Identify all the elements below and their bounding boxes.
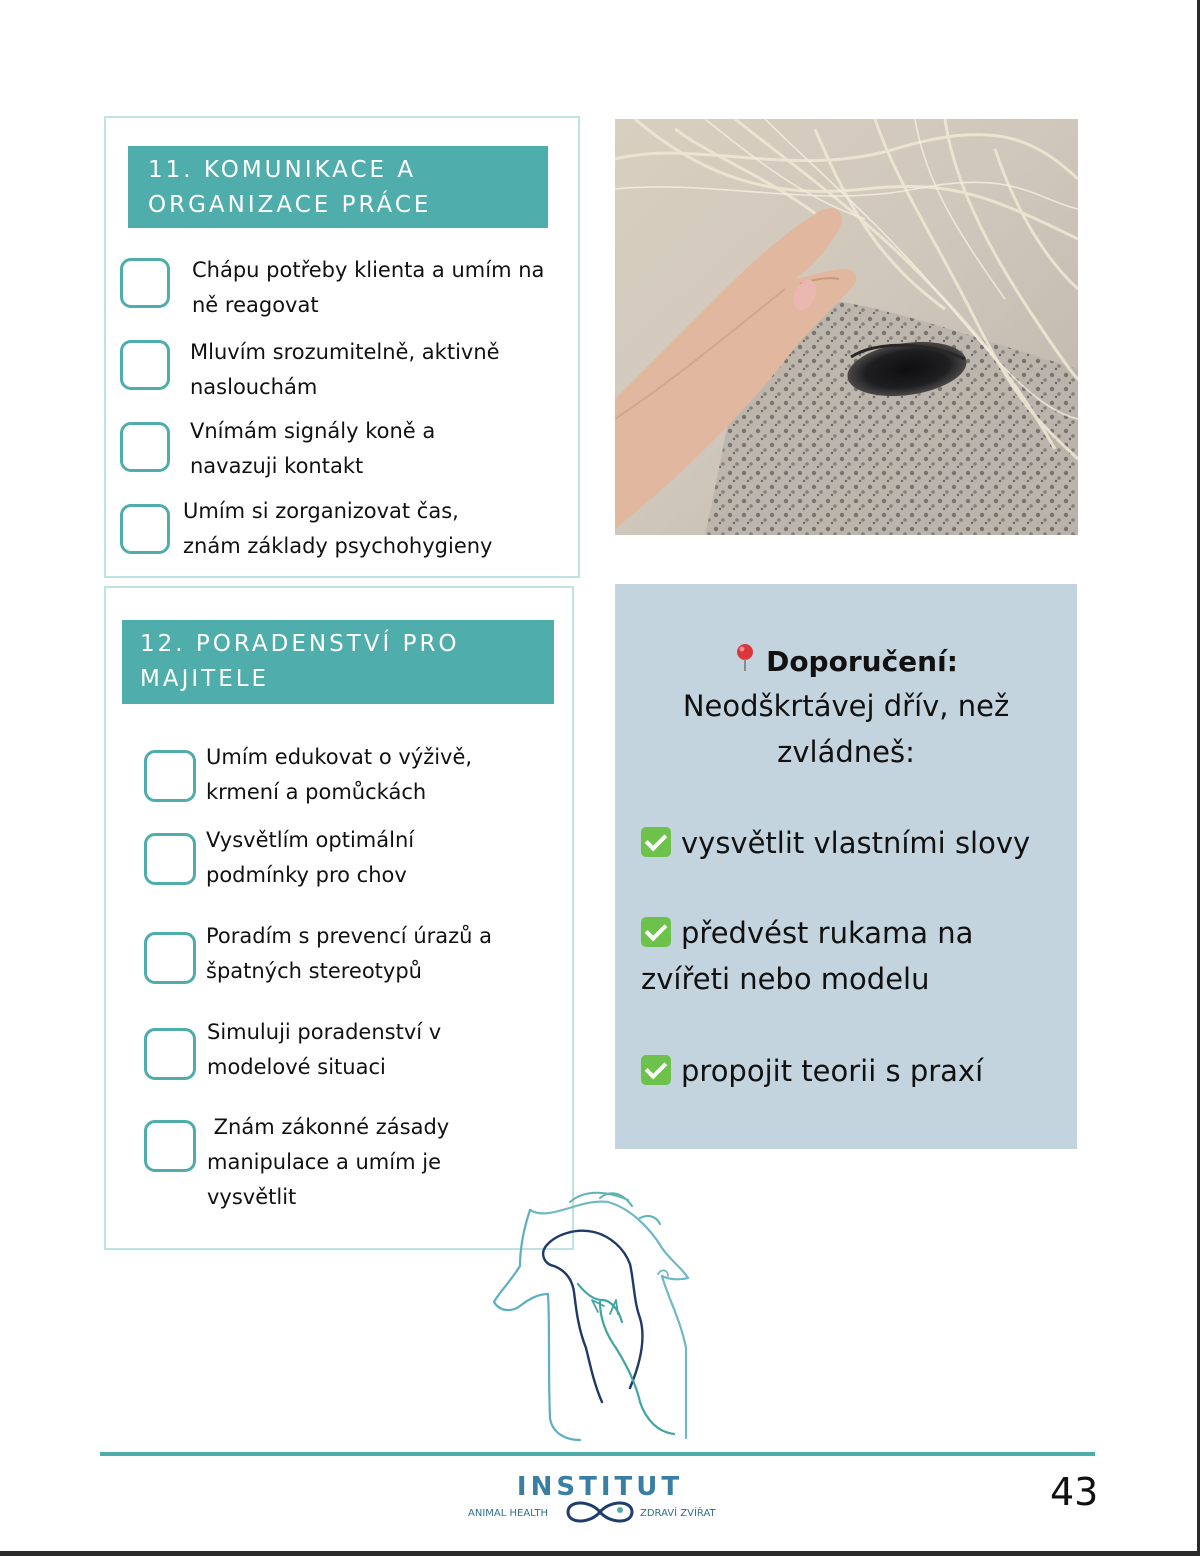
checklist-item-text: Chápu potřeby klienta a umím na ně reagovat [192,258,545,317]
checklist-item-text: Znám zákonné zásady manipulace a umím je vysvětlit [207,1115,450,1209]
recommendation-heading: Doporučení: [766,645,958,678]
footer-divider [100,1452,1095,1456]
infinity-icon [562,1498,638,1531]
horse-photo-image [615,119,1078,535]
page-number: 43 [1050,1470,1099,1514]
section-12-panel [104,586,574,1250]
institute-animal-logo [490,1188,690,1448]
section-title-line: 12. PORADENSTVÍ PRO [140,631,460,657]
check-mark-icon [641,917,671,947]
recommendation-text: Neodškrtávej dřív, než [682,689,1010,723]
checklist-item-text: Vnímám signály koně a navazuji kontakt [190,419,436,478]
checkbox[interactable] [120,258,170,308]
brand-name: INSTITUT [516,1472,684,1502]
checklist-item-text: Vysvětlím optimální podmínky pro chov [206,828,415,887]
section-title-line: 11. KOMUNIKACE A [148,157,417,183]
recommendation-point: propojit teorii s praxí [641,1048,983,1094]
checklist-item-text: Umím si zorganizovat čas, znám základy psychohygieny [183,499,493,558]
checkbox[interactable] [144,833,196,885]
checkbox[interactable] [120,422,170,472]
brand-tagline-left: ANIMAL HEALTH [468,1508,548,1519]
recommendation-point-continuation: zvířeti nebo modelu [641,962,930,996]
institute-brand [460,1470,740,1530]
checkbox[interactable] [120,340,170,390]
section-title-line: ORGANIZACE PRÁCE [148,192,432,218]
checklist-item-text: Mluvím srozumitelně, aktivně naslouchám [190,340,500,399]
brand-tagline-right: ZDRAVÍ ZVÍŘAT [640,1508,716,1519]
checkbox[interactable] [144,750,196,802]
section-11-panel [104,116,580,578]
recommendation-point: vysvětlit vlastními slovy [641,820,1030,866]
checklist-item-text: Poradím s prevencí úrazů a špatných stereotypů [206,924,493,983]
checkbox[interactable] [120,504,170,554]
checklist-item-text: Umím edukovat o výživě, krmení a pomůckách [206,745,473,804]
section-11-title [128,146,548,228]
section-title-line: MAJITELE [140,666,270,692]
recommendation-box [615,584,1077,1149]
recommendation-point: předvést rukama na [641,910,973,956]
horse-photo [615,119,1078,535]
section-12-title [122,620,554,704]
checkbox[interactable] [144,1028,196,1080]
checkbox[interactable] [144,932,196,984]
recommendation-text: zvládneš: [777,735,915,769]
pin-icon [734,642,756,672]
checklist-item-text: Simuluji poradenství v modelové situaci [207,1020,442,1079]
page-edge [0,1551,1200,1556]
check-mark-icon [641,1055,671,1085]
check-mark-icon [641,827,671,857]
checkbox[interactable] [144,1120,196,1172]
recommendation-heading-row [615,640,1077,684]
